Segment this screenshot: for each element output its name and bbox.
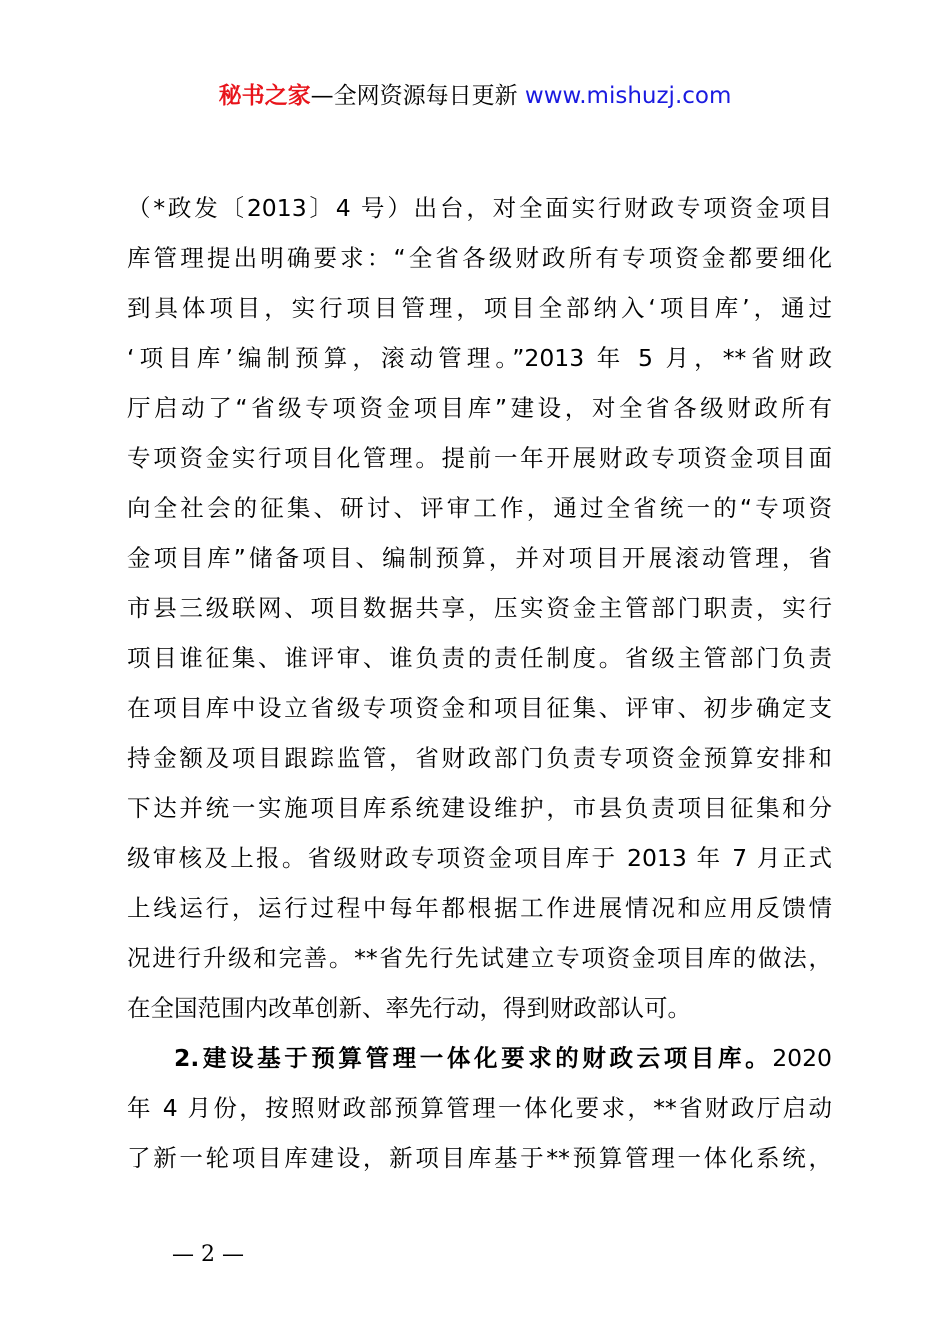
page-number: — 2 —: [172, 1242, 244, 1267]
body-line: 况进行升级和完善。**省先行先试建立专项资金项目库的做法，: [127, 944, 832, 972]
body-line: （*政发〔2013〕4 号）出台，对全面实行财政专项资金项目: [127, 194, 832, 222]
document-body: [127, 183, 832, 1183]
section-heading-line: [127, 1033, 832, 1083]
body-line: 上线运行，运行过程中每年都根据工作进展情况和应用反馈情: [127, 894, 832, 922]
section-heading: 2.建设基于预算管理一体化要求的财政云项目库。: [174, 1044, 773, 1072]
body-line: 了新一轮项目库建设，新项目库基于**预算管理一体化系统，: [127, 1144, 832, 1172]
section-heading-tail: 2020: [772, 1044, 832, 1072]
header-tagline: —全网资源每日更新: [310, 83, 525, 109]
body-line: 厅启动了“省级专项资金项目库”建设，对全省各级财政所有: [127, 394, 832, 422]
body-line: ‘项目库’编制预算，滚动管理。”2013 年 5 月，**省财政: [127, 344, 832, 372]
body-line: 市县三级联网、项目数据共享，压实资金主管部门职责，实行: [127, 594, 832, 622]
body-line: 库管理提出明确要求：“全省各级财政所有专项资金都要细化: [127, 244, 832, 272]
body-line: 年 4 月份，按照财政部预算管理一体化要求，**省财政厅启动: [127, 1094, 832, 1122]
body-line: 向全社会的征集、研讨、评审工作，通过全省统一的“专项资: [127, 494, 832, 522]
body-line: 下达并统一实施项目库系统建设维护，市县负责项目征集和分: [127, 794, 832, 822]
brand-name: 秘书之家: [218, 83, 311, 109]
site-url-link[interactable]: www.mishuzj.com: [524, 83, 732, 109]
body-line: 专项资金实行项目化管理。提前一年开展财政专项资金项目面: [127, 444, 832, 472]
document-header: [0, 78, 950, 114]
body-line: 级审核及上报。省级财政专项资金项目库于 2013 年 7 月正式: [127, 844, 832, 872]
body-line: 持金额及项目跟踪监管，省财政部门负责专项资金预算安排和: [127, 744, 832, 772]
body-line: 在全国范围内改革创新、率先行动，得到财政部认可。: [127, 994, 691, 1022]
body-line: 在项目库中设立省级专项资金和项目征集、评审、初步确定支: [127, 694, 832, 722]
body-line: 到具体项目，实行项目管理，项目全部纳入‘项目库’，通过: [127, 294, 832, 322]
body-line: 项目谁征集、谁评审、谁负责的责任制度。省级主管部门负责: [127, 644, 832, 672]
body-line: 金项目库”储备项目、编制预算，并对项目开展滚动管理，省: [127, 544, 832, 572]
